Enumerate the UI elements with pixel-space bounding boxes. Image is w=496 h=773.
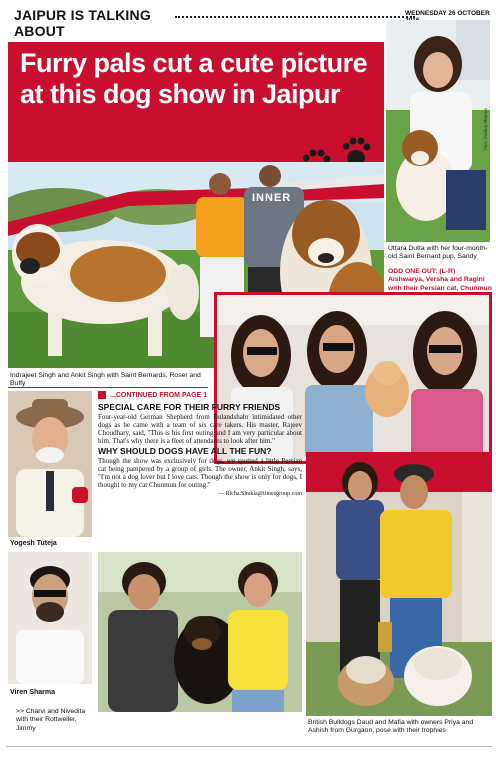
yogesh-name: Yogesh Tuteja bbox=[10, 540, 57, 547]
section-title: JAIPUR IS TALKING ABOUT bbox=[14, 7, 151, 39]
article-paragraph-1: Four-year-old German Shepherd from Bulandshahr intimidated other dogs as he came with a team of six care takers. His master, Rajeev Choudhary, said, "This is his first outing and I am very particular about him. That's why there is a fleet of attendants to look after him." bbox=[98, 412, 302, 446]
charvi-caption: >> Charvi and Nivedita with their Rottweiler, Jimmy bbox=[16, 708, 86, 732]
uttara-caption: Uttara Dutta with her four-month-old Saint Bernard pup, Sandy bbox=[388, 245, 488, 261]
odd-one-out-rest: (L-R) Aishwarya, Versha and Ragini with their Persian cat, Chunmun bbox=[388, 268, 492, 292]
article bbox=[98, 391, 302, 546]
red-tag-icon bbox=[98, 391, 106, 399]
photo-credit: Pics: Pankaj Sharma bbox=[483, 108, 488, 150]
article-byline: — Richa.Shukla@timesgroup.com bbox=[217, 490, 302, 497]
article-paragraph-2: Though the show was exclusively for dogs, we spotted a little Persian cat being pampered by a group of girls. The owner, Ankit Singh, says, "I'm not a dog lover but I love cats. Though the show is only for dogs, I thought to my cat Chunmun for outing." bbox=[98, 456, 302, 490]
charvi-photo bbox=[98, 552, 302, 712]
article-subhead-2: WHY SHOULD DOGS HAVE ALL THE FUN? bbox=[98, 446, 272, 457]
main-photo-caption: Indrajeet Singh and Ankit Singh with Saint Bernards, Roser and Buffy bbox=[10, 372, 201, 388]
headline-line-2: at this dog show in Jaipur bbox=[20, 79, 341, 109]
headline-line-1: Furry pals cut a cute picture bbox=[20, 48, 368, 78]
article-subhead-1: SPECIAL CARE FOR THEIR FURRY FRIENDS bbox=[98, 402, 281, 412]
viren-photo bbox=[8, 552, 92, 684]
odd-one-out-lead: ODD ONE OUT: bbox=[388, 268, 438, 275]
issue-date: WEDNESDAY 26 OCTOBER bbox=[405, 10, 490, 17]
odd-one-out-caption bbox=[388, 268, 492, 293]
header-divider bbox=[175, 16, 415, 18]
continued-label: ...CONTINUED FROM PAGE 1 bbox=[98, 391, 302, 399]
bulldogs-caption: British Bulldogs Daud and Mafia with owners Priya and Ashish from Gurgaon, pose with their trophies bbox=[308, 719, 474, 735]
red-divider bbox=[8, 387, 208, 388]
yogesh-photo bbox=[8, 391, 92, 537]
bottom-rule bbox=[6, 746, 492, 747]
uttara-photo bbox=[386, 20, 490, 242]
bulldogs-photo bbox=[306, 452, 492, 716]
shirt-text: INNER bbox=[252, 192, 292, 204]
viren-name: Viren Sharma bbox=[10, 689, 56, 696]
